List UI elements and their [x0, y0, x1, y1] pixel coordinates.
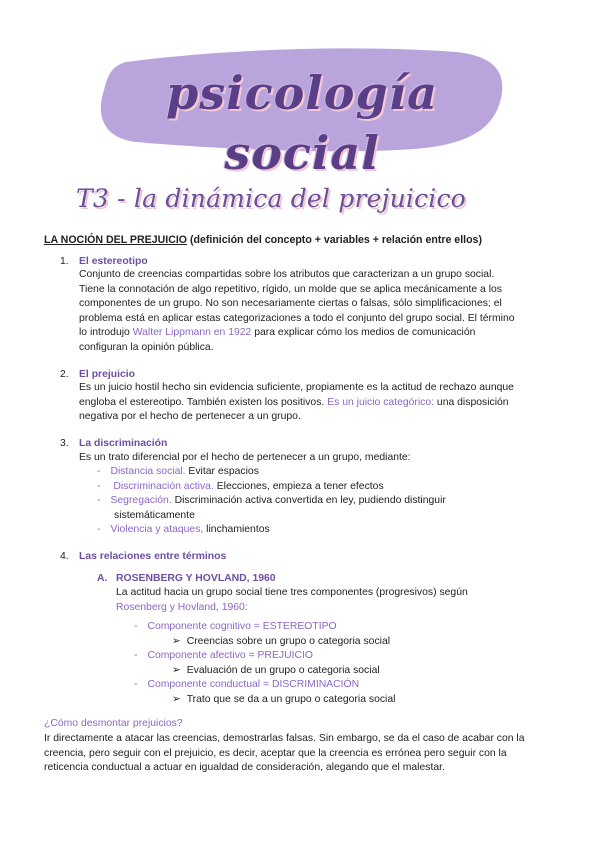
list-item: [97, 523, 557, 538]
list-item: [97, 494, 557, 509]
text-line: Conjunto de creencias compartidas sobre los atributos que caracterizan a un grupo social.: [79, 269, 495, 280]
text-line: creencia, pero seguir con el prejuicio, es decir, aceptar que la creencia es errónea pero seguir con la: [44, 747, 507, 759]
text-line: problema está en aplicar estas categorizaciones a todo el conjunto del grupo social. El término: [79, 312, 515, 324]
arrow-bullet-icon: ➢: [172, 664, 181, 676]
component-conductual: Componente conductual = DISCRIMINACIÓN: [147, 679, 360, 691]
paragraph-rosenberg: [116, 586, 555, 615]
sub-list-item-text: Creencias sobre un grupo o categoria social: [186, 635, 391, 647]
text-line: Rosenberg y Hovland, 1960:: [116, 601, 248, 613]
paragraph-prejuicio: [79, 381, 555, 425]
text-line: [79, 396, 555, 411]
item-number-2: 2.: [60, 369, 69, 380]
bullet-dash: -: [97, 495, 101, 507]
item-number-3: 3.: [60, 438, 69, 449]
list-item: [134, 678, 554, 693]
list-item-term: Segregación.: [110, 495, 172, 507]
text-line: componentes de un grupo. No son necesariamente ciertas o falsas, sólo simplificaciones; el: [79, 298, 502, 310]
list-item: [134, 649, 554, 664]
list-item-desc: linchamientos: [203, 524, 270, 536]
list-item: [97, 480, 557, 495]
text-line: Es un juicio hostil hecho sin evidencia suficiente, propiamente es la actitud de rechazo aunque: [79, 382, 514, 393]
question-heading: ¿Cómo desmontar prejuicios?: [44, 718, 183, 729]
text-line: Tiene la connotación de algo repetitivo, rígido, un molde que se aplica mecánicamente a los: [79, 283, 503, 295]
item-number-4: 4.: [60, 551, 69, 562]
page-subtitle: T3 - la dinámica del prejuicico: [76, 184, 466, 213]
page-title: psicología social: [166, 66, 438, 180]
section-heading-note: (definición del concepto + variables + relación entre ellos): [187, 234, 482, 246]
section-heading-main: LA NOCIÓN DEL PREJUICIO: [44, 234, 188, 246]
componentes-list: [134, 620, 554, 708]
sub-list-item: [134, 635, 554, 650]
text-span: lo introdujo: [79, 327, 133, 339]
list-item: [97, 465, 557, 480]
list-item-desc: Discriminación activa convertida en ley, pudiendo distinguir: [171, 495, 446, 507]
sub-list-item: [134, 664, 554, 679]
section-heading: [44, 233, 482, 248]
bullet-dash: -: [97, 524, 101, 536]
bullet-dash: -: [134, 679, 138, 691]
sub-list-item-text: Evaluación de un grupo o categoria social: [186, 664, 380, 676]
list-item-term: Distancia social.: [110, 466, 186, 477]
bullet-dash: -: [134, 650, 138, 662]
sub-list-item: [134, 693, 554, 708]
arrow-bullet-icon: ➢: [172, 693, 181, 705]
arrow-bullet-icon: ➢: [172, 635, 181, 647]
text-span: engloba el estereotipo. También existen los positivos.: [79, 396, 328, 408]
heading-rosenberg: ROSENBERG Y HOVLAND, 1960: [116, 573, 276, 584]
bullet-dash: -: [134, 621, 138, 632]
paragraph-estereotipo: [79, 268, 555, 356]
discriminacion-intro: Es un trato diferencial por el hecho de pertenecer a un grupo, mediante:: [79, 452, 411, 463]
text-line: configuran la opinión pública.: [79, 341, 214, 353]
bullet-dash: -: [97, 466, 101, 477]
list-item-term: Discriminación activa.: [110, 480, 214, 492]
bullet-dash: -: [97, 480, 101, 492]
highlight-juicio-categorico: Es un juicio categórico:: [327, 396, 435, 408]
component-cognitivo: Componente cognitivo = ESTEREOTIPO: [147, 621, 337, 632]
component-afectivo: Componente afectivo = PREJUICIO: [147, 650, 313, 662]
sub-list-item-text: Trato que se da a un grupo o categoria social: [186, 693, 396, 705]
text-line: La actitud hacia un grupo social tiene tres componentes (progresivos) según: [116, 587, 468, 598]
heading-discriminacion: La discriminación: [79, 438, 168, 449]
item-number-1: 1.: [60, 256, 69, 267]
list-item-term: Violencia y ataques,: [110, 524, 204, 536]
text-span: una disposición: [434, 396, 509, 408]
list-item-continuation: sistemáticamente: [114, 509, 195, 521]
discriminacion-list: [97, 465, 557, 538]
list-item-desc: Elecciones, empieza a tener efectos: [213, 480, 384, 492]
text-line: negativa por el hecho de pertenecer a un grupo.: [79, 411, 301, 423]
heading-prejuicio: El prejuicio: [79, 369, 136, 380]
heading-estereotipo: El estereotipo: [79, 256, 148, 267]
highlight-lippmann: Walter Lippmann en 1922: [132, 327, 252, 339]
text-line: reticencia conductual a actuar en igualdad de consideración, alegando que el malestar.: [44, 762, 445, 774]
text-span: para explicar cómo los medios de comunicación: [251, 327, 476, 339]
list-item-desc: Evitar espacios: [185, 466, 259, 477]
text-line: Ir directamente a atacar las creencias, demostrarlas falsas. Sin embargo, se da el caso de acabar con la: [44, 733, 525, 744]
heading-relaciones: Las relaciones entre términos: [79, 551, 227, 562]
closing-paragraph: [44, 732, 556, 776]
subitem-letter-a: A.: [97, 573, 108, 584]
text-line: [79, 326, 555, 341]
list-item: [134, 620, 554, 635]
